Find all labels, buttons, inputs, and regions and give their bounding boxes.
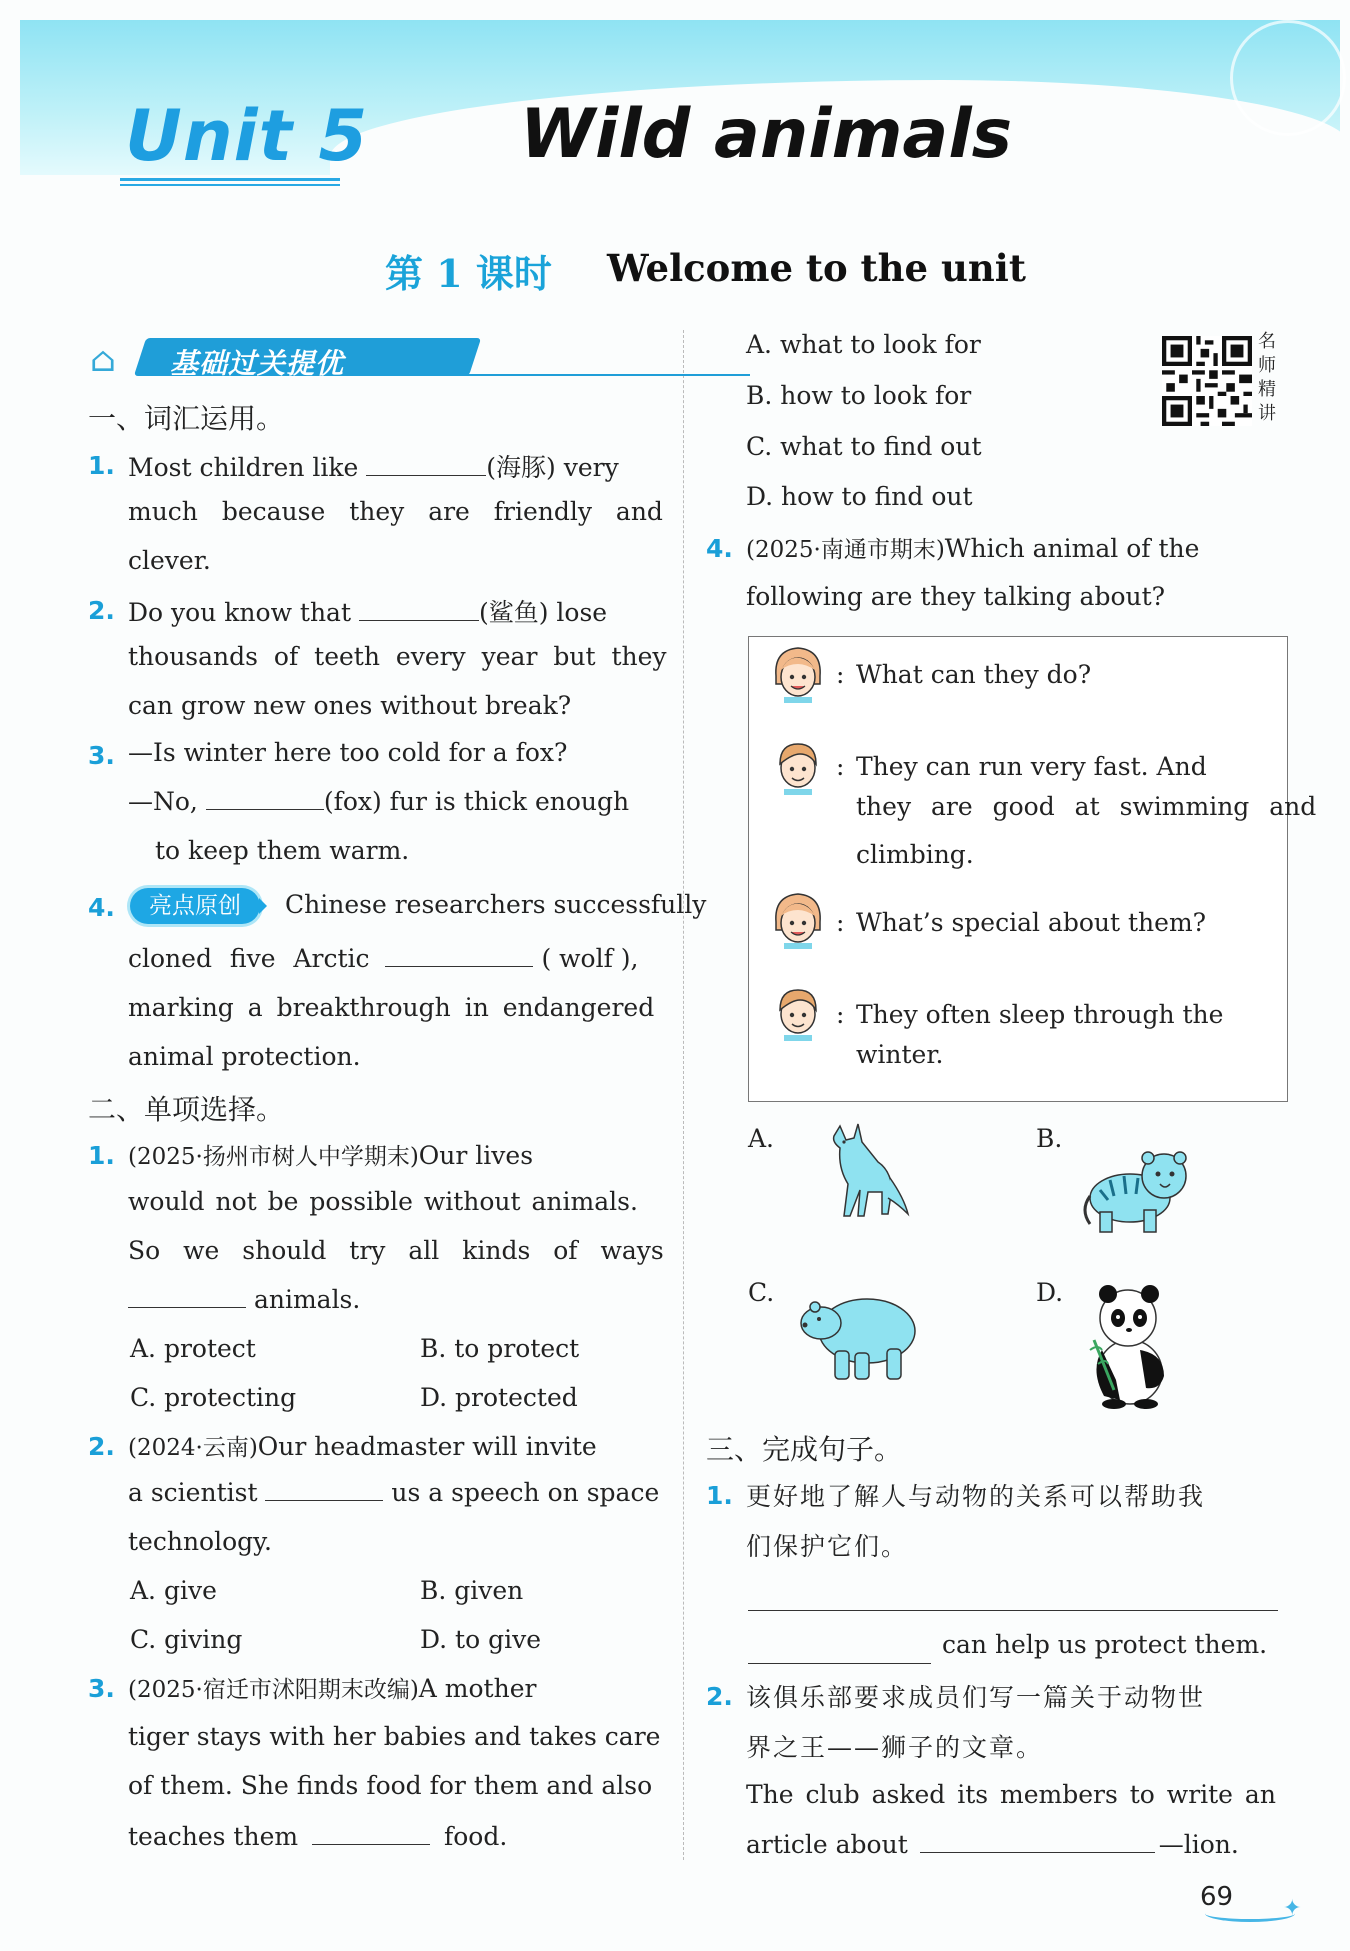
s1-q4-line3: marking a breakthrough in endangered <box>128 993 655 1022</box>
s3-q2-number: 2. <box>706 1682 733 1711</box>
answer-blank[interactable] <box>312 1822 430 1845</box>
qr-code-icon[interactable] <box>1162 336 1252 426</box>
wolf-icon[interactable] <box>820 1118 910 1228</box>
s2-q2-option-c[interactable]: C. giving <box>130 1625 243 1654</box>
s2-q2-option-b[interactable]: B. given <box>420 1576 524 1605</box>
s1-q3-line3: to keep them warm. <box>155 836 410 865</box>
girl-avatar-icon <box>770 644 826 704</box>
s1-q2-number: 2. <box>88 596 115 625</box>
unit-title: Unit 5 <box>125 95 369 177</box>
house-icon: ⌂ <box>90 340 116 380</box>
s3-q1-line2: 们保护它们。 <box>746 1532 909 1561</box>
panda-icon[interactable] <box>1080 1280 1176 1410</box>
s2-q4-line1: (2025·南通市期末)Which animal of the <box>746 534 1200 563</box>
unit-underline-2 <box>120 184 340 186</box>
tiger-icon[interactable] <box>1080 1140 1200 1240</box>
s2-q1-option-c[interactable]: C. protecting <box>130 1383 297 1412</box>
answer-blank[interactable] <box>265 1478 383 1501</box>
s2-q3-line4: teaches them food. <box>128 1822 508 1851</box>
page-number: 69 <box>1200 1882 1234 1912</box>
dialog-line: They often sleep through the <box>856 1000 1224 1029</box>
dialog-line: What can they do? <box>856 660 1092 689</box>
s2-q2-line2: a scientist us a speech on space <box>128 1478 660 1507</box>
s3-q2-line2: 界之王——狮子的文章。 <box>746 1733 1044 1762</box>
s2-q3-option-b[interactable]: B. how to look for <box>746 381 972 410</box>
s2-q1-line4: animals. <box>128 1285 360 1314</box>
workbook-page: Unit 5 Wild animals 第 1 课时 Welcome to the unit ⌂ 基础过关提优 名 师 精 讲 一、词汇运用。 1. Most children like (海豚) very much because they are friendly and clever. 2. Do you know that (鲨鱼) lose thousands of teeth every year but they can grow new ones without break? 3. —Is winter here too cold for a fox? —No, (fox) fur is thick enough to keep them warm. 4. 亮点原创 Chinese researchers successfully cloned five Arctic ( wolf ), marking a breakthrough in endangered animal protection. 二、单项选择。 1. (2025·扬州市树人中学期末)Our lives would not be possible without animals. So we should try all kinds of ways animals. A. protect B. to protect C. protecting D. protected 2. (2024·云南)Our headmaster will invite a scientist us a speech on space technology. A. give B. given C. giving D. to give 3. (2025·宿迁市沭阳期末改编)A mother tiger stays with her babies and takes care of them. She finds food for them and also teaches them food. A. what to look for B. how to look for C. what to find out D. how to find out 4. (2025·南通市期末)Which animal of the following are they talking about? : What can they do? : They can run very fast. And they are good at swimming and climbing. : What’s special about them? : They often sleep through the winter. A. B. C. D. 三、完成句子。 1. 更好地了解人与动物的关系可以帮助我 们保护它们。 can help us protect them. 2. 该俱乐部要求成员们写一篇关于动物世 界之王——狮子的文章。 The club asked its members to write an article about —lion. 69 ✦ <box>0 0 1350 1951</box>
s2-q1-option-b[interactable]: B. to protect <box>420 1334 580 1363</box>
s1-q3-line1: —Is winter here too cold for a fox? <box>128 738 568 767</box>
s1-q4-line2: cloned five Arctic ( wolf ), <box>128 944 639 973</box>
s1-q2-line1: Do you know that (鲨鱼) lose <box>128 598 608 627</box>
dialog-line: They can run very fast. And <box>856 752 1207 781</box>
s1-q1-line2: much because they are friendly and <box>128 497 663 526</box>
s2-q3-line2: tiger stays with her babies and takes care <box>128 1722 661 1751</box>
banner-label: 基础过关提优 <box>170 347 345 380</box>
s2-q4-number: 4. <box>706 534 733 563</box>
star-icon: ✦ <box>1283 1896 1302 1921</box>
s2-q2-option-d[interactable]: D. to give <box>420 1625 542 1654</box>
answer-blank[interactable] <box>128 1285 246 1308</box>
s2-q2-number: 2. <box>88 1432 115 1461</box>
s2-q3-line3: of them. She finds food for them and also <box>128 1771 653 1800</box>
s1-q4-line4: animal protection. <box>128 1042 361 1071</box>
answer-blank[interactable] <box>385 944 533 967</box>
girl-avatar-icon <box>770 890 826 950</box>
s3-q2-line3: The club asked its members to write an <box>746 1780 1276 1809</box>
dialog-line: What’s special about them? <box>856 908 1207 937</box>
s3-q2-line1: 该俱乐部要求成员们写一篇关于动物世 <box>746 1683 1206 1712</box>
s1-q1-line1: Most children like (海豚) very <box>128 453 619 482</box>
answer-line[interactable] <box>748 1663 931 1664</box>
highlight-badge: 亮点原创 <box>130 888 260 924</box>
s1-q2-line3: can grow new ones without break? <box>128 691 572 720</box>
s2-q3-line1: (2025·宿迁市沭阳期末改编)A mother <box>128 1674 537 1703</box>
section-banner <box>90 338 660 380</box>
picture-option-a-label[interactable]: A. <box>748 1124 775 1153</box>
s2-q3-option-c[interactable]: C. what to find out <box>746 432 982 461</box>
answer-line[interactable] <box>748 1610 1278 1611</box>
answer-blank[interactable] <box>920 1830 1155 1853</box>
lesson-title: Welcome to the unit <box>607 246 1026 290</box>
unit-topic: Wild animals <box>520 95 1013 174</box>
bear-icon[interactable] <box>795 1285 925 1385</box>
s2-q3-option-a[interactable]: A. what to look for <box>746 330 981 359</box>
picture-option-b-label[interactable]: B. <box>1036 1124 1063 1153</box>
dialog-line: climbing. <box>856 840 974 869</box>
qr-caption: 名 师 精 讲 <box>1258 331 1276 424</box>
dialog-box <box>748 636 1288 1102</box>
s3-q2-line4: article about —lion. <box>746 1830 1239 1859</box>
s2-q3-number: 3. <box>88 1674 115 1703</box>
s1-q4-number: 4. <box>88 893 115 922</box>
section3-heading: 三、完成句子。 <box>706 1433 903 1466</box>
s2-q2-line3: technology. <box>128 1527 272 1556</box>
s1-q1-line3: clever. <box>128 546 211 575</box>
s2-q1-option-a[interactable]: A. protect <box>130 1334 256 1363</box>
picture-option-c-label[interactable]: C. <box>748 1278 775 1307</box>
dialog-line: winter. <box>856 1040 944 1069</box>
unit-underline <box>120 178 340 181</box>
section1-heading: 一、词汇运用。 <box>88 402 285 435</box>
answer-blank[interactable] <box>206 787 324 810</box>
lesson-number: 第 1 课时 <box>385 251 552 296</box>
header-decoration <box>1230 20 1346 136</box>
s3-q1-line1: 更好地了解人与动物的关系可以帮助我 <box>746 1482 1206 1511</box>
answer-blank[interactable] <box>359 598 479 621</box>
badge-arrow-icon <box>259 898 267 914</box>
s3-q1-number: 1. <box>706 1481 733 1510</box>
section2-heading: 二、单项选择。 <box>88 1093 285 1126</box>
page-swoosh <box>1205 1905 1295 1922</box>
s2-q4-line2: following are they talking about? <box>746 582 1166 611</box>
boy-avatar-icon <box>770 982 826 1042</box>
s2-q1-option-d[interactable]: D. protected <box>420 1383 578 1412</box>
column-divider <box>683 330 684 1860</box>
s2-q3-option-d[interactable]: D. how to find out <box>746 482 973 511</box>
dialog-line: they are good at swimming and <box>856 792 1317 821</box>
boy-avatar-icon <box>770 736 826 796</box>
s2-q1-number: 1. <box>88 1141 115 1170</box>
s2-q1-line3: So we should try all kinds of ways <box>128 1236 664 1265</box>
s1-q4-line1: Chinese researchers successfully <box>285 890 707 919</box>
s1-q1-number: 1. <box>88 451 115 480</box>
s1-q3-line2: —No, (fox) fur is thick enough <box>128 787 630 816</box>
s2-q1-line2: would not be possible without animals. <box>128 1187 638 1216</box>
s2-q2-option-a[interactable]: A. give <box>130 1576 217 1605</box>
s3-q1-line4: can help us protect them. <box>942 1630 1268 1659</box>
s1-q2-line2: thousands of teeth every year but they <box>128 642 667 671</box>
s2-q2-line1: (2024·云南)Our headmaster will invite <box>128 1432 597 1461</box>
s1-q3-number: 3. <box>88 741 115 770</box>
banner-rule <box>450 374 750 376</box>
picture-option-d-label[interactable]: D. <box>1036 1278 1064 1307</box>
s2-q1-line1: (2025·扬州市树人中学期末)Our lives <box>128 1141 534 1170</box>
answer-blank[interactable] <box>366 453 486 476</box>
